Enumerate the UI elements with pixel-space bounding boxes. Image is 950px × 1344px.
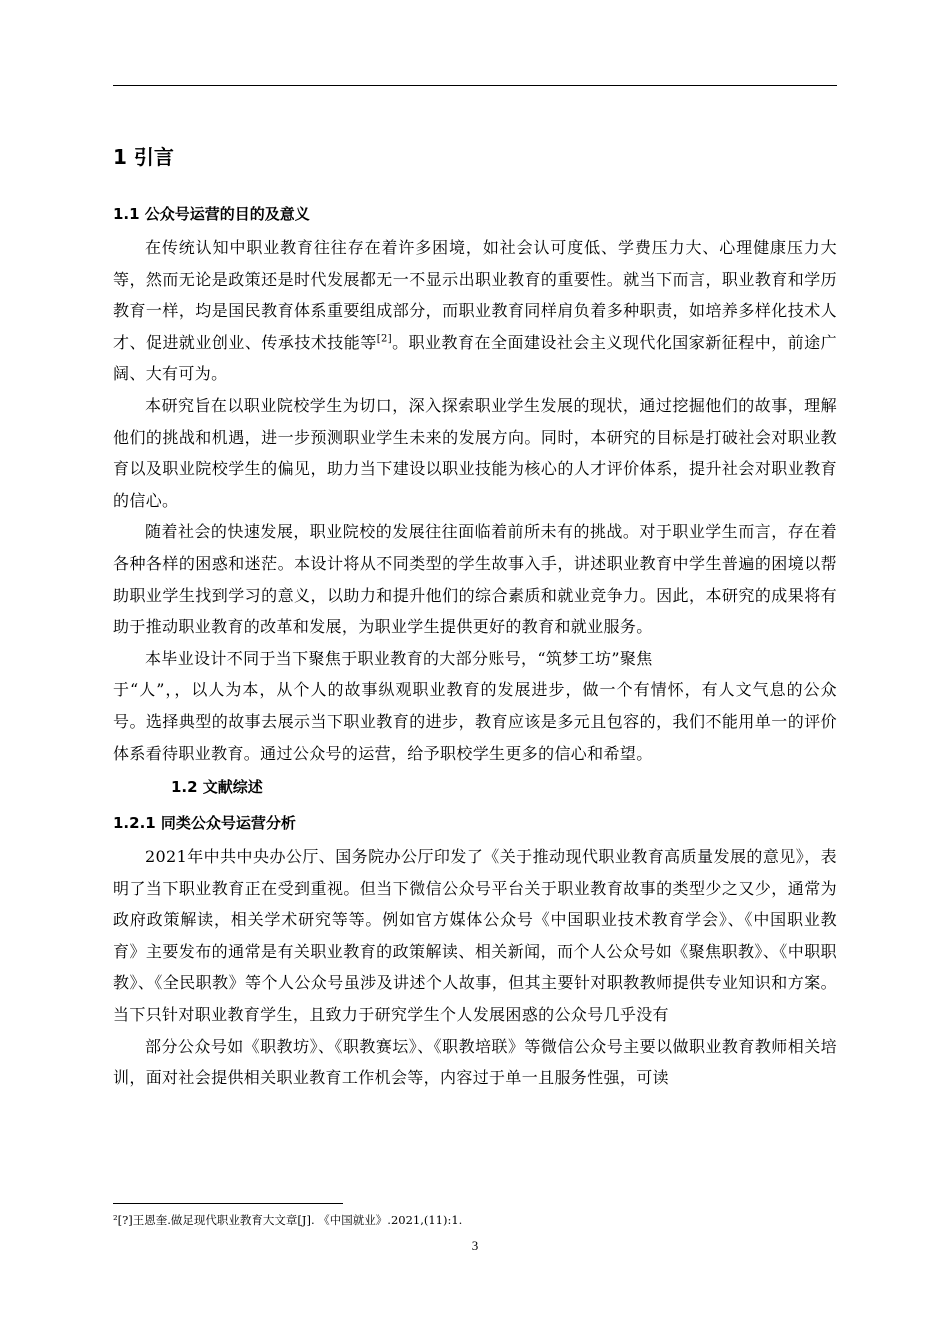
paragraph: 随着社会的快速发展，职业院校的发展往往面临着前所未有的挑战。对于职业学生而言，存在着各种各样的困惑和迷茫。本设计将从不同类型的学生故事入手，讲述职业教育中学生普遍的困境以帮助职业学生找到学习的意义，以助力和提升他们的综合素质和就业竞争力。因此，本研究的成果将有助于推动职业教育的改革和发展，为职业学生提供更好的教育和就业服务。 <box>113 522 837 637</box>
paragraph: 本毕业设计不同于当下聚焦于职业教育的大部分账号，“筑梦工坊”聚焦 <box>145 648 653 668</box>
footnote: ²[?]王恩奎.做足现代职业教育大文章[J]. 《中国就业》.2021,(11):1. <box>113 1213 463 1227</box>
subsection-heading: 1.2 文献综述 <box>171 778 263 797</box>
section-heading: 1 引言 <box>113 145 174 169</box>
subsection-heading: 1.1 公众号运营的目的及意义 <box>113 205 310 223</box>
paragraph: 2021年中共中央办公厅、国务院办公厅印发了《关于推动现代职业教育高质量发展的意见》，表明了当下职业教育正在受到重视。但当下微信公众号平台关于职业教育故事的类型少之又少，通常为政府政策解读，相关学术研究等等。例如官方媒体公众号《中国职业技术教育学会》、《中国职业教育》主要发布的通常是有关职业教育的政策解读、相关新闻，而个人公众号如《聚焦职教》、《中职职教》、《全民职教》等个人公众号虽涉及讲述个人故事，但其主要针对职教教师提供专业知识和方案。当下只针对职业教育学生，且致力于研究学生个人发展困惑的公众号几乎没有 <box>113 847 837 1025</box>
paragraph: 本研究旨在以职业院校学生为切口，深入探索职业学生发展的现状，通过挖掘他们的故事，理解他们的挑战和机遇，进一步预测职业学生未来的发展方向。同时，本研究的目标是打破社会对职业教育以及职业院校学生的偏见，助力当下建设以职业技能为核心的人才评价体系，提升社会对职业教育的信心。 <box>113 395 837 510</box>
paragraph-text: 。职业教育在全面建设社会主义现代化国家新征程中，前途广阔、大有可为。 <box>113 332 837 384</box>
citation-marker: [2] <box>376 333 392 345</box>
subsubsection-heading: 1.2.1 同类公众号运营分析 <box>113 814 296 833</box>
page-number: 3 <box>471 1238 479 1253</box>
header-rule <box>113 85 837 86</box>
paragraph: 于“人”，，以人为本，从个人的故事纵观职业教育的发展进步，做一个有情怀，有人文气息的公众号。选择典型的故事去展示当下职业教育的进步，教育应该是多元且包容的，我们不能用单一的评价体系看待职业教育。通过公众号的运营，给予职校学生更多的信心和希望。 <box>113 680 837 763</box>
paragraph-text: 在传统认知中职业教育往往存在着许多困境，如社会认可度低、学费压力大、心理健康压力大等，然而无论是政策还是时代发展都无一不显示出职业教育的重要性。就当下而言，职业教育和学历教育一样，均是国民教育体系重要组成部分，而职业教育同样肩负着多种职责，如培养多样化技术人才、促进就业创业、传承技术技能等 <box>113 238 837 352</box>
paragraph: 部分公众号如《职教坊》、《职教赛坛》、《职教培联》等微信公众号主要以做职业教育教师相关培训，面对社会提供相关职业教育工作机会等，内容过于单一且服务性强，可读 <box>113 1036 837 1088</box>
paragraph <box>113 232 837 390</box>
page-body <box>113 140 837 1094</box>
footnote-rule <box>113 1203 343 1204</box>
